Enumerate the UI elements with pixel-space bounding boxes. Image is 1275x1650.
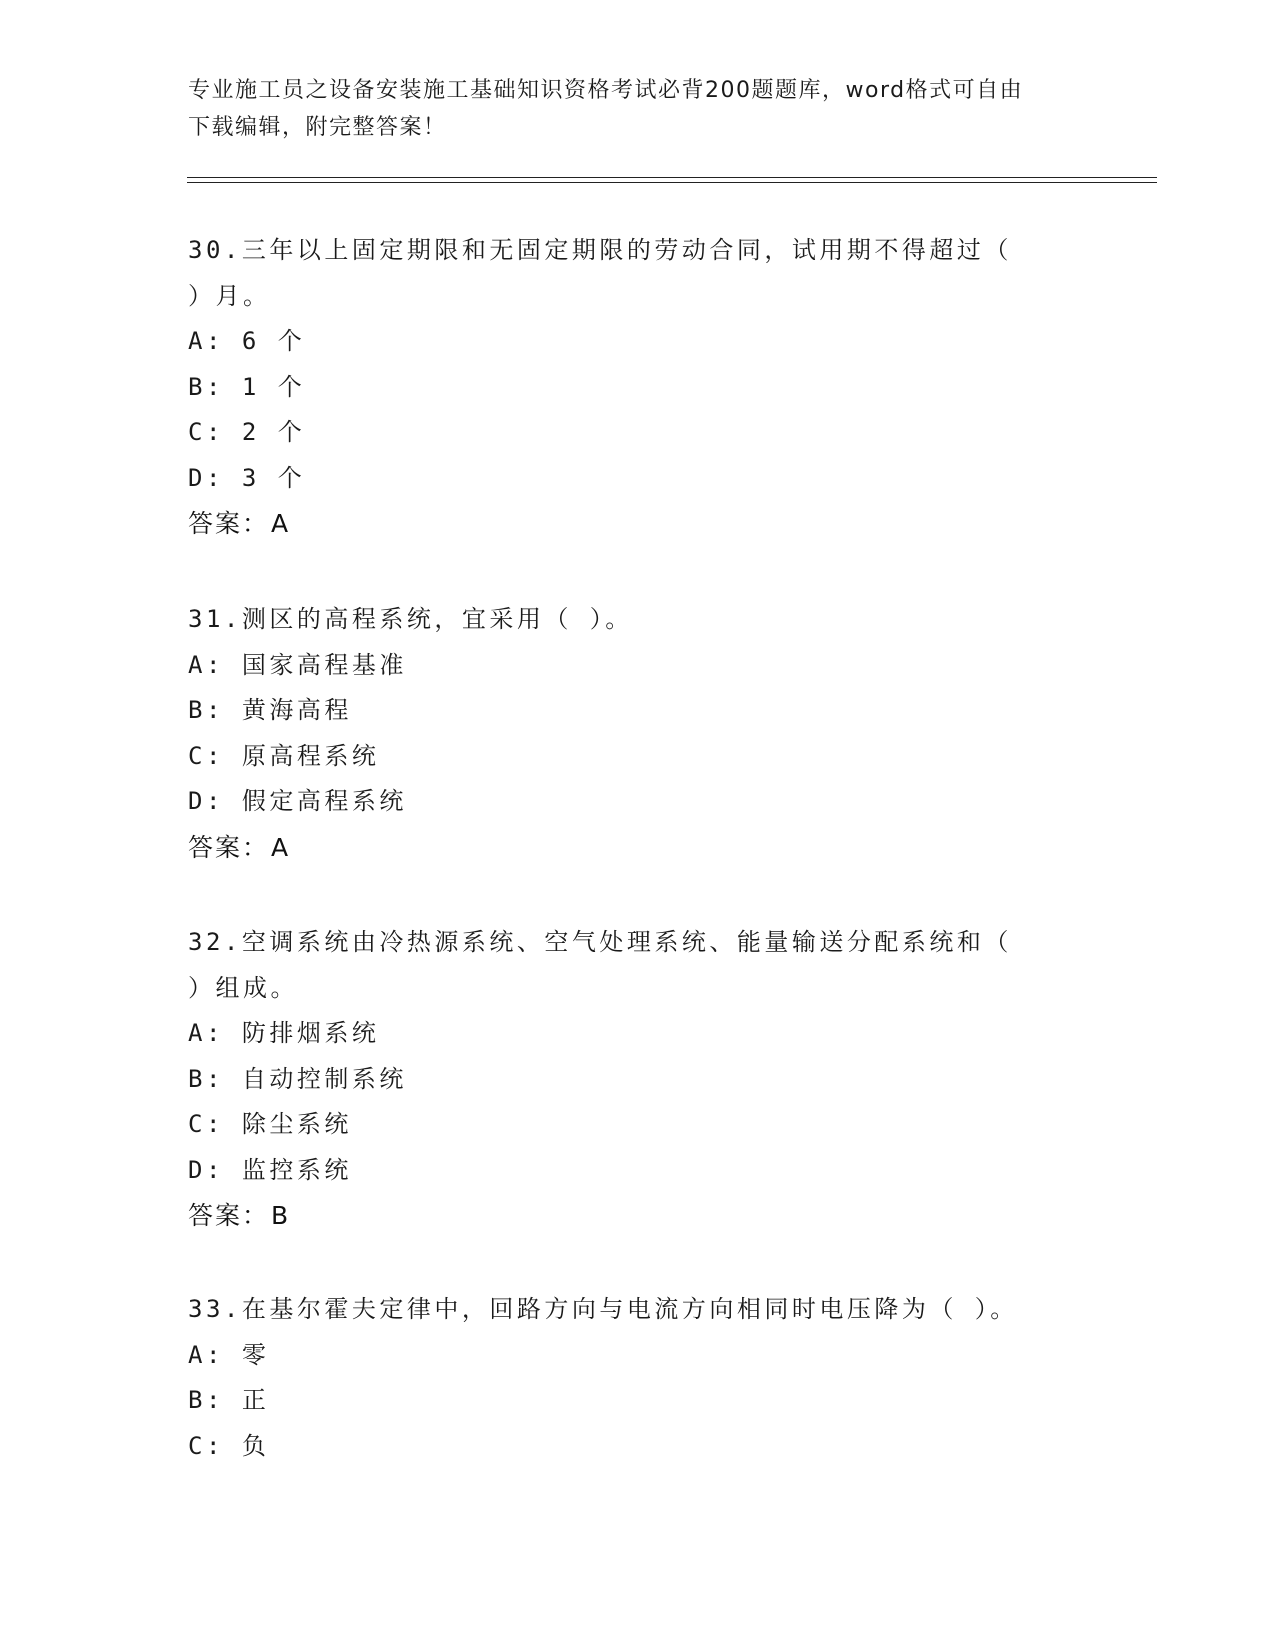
header-rule-top	[187, 177, 1157, 178]
option-a: A: 零	[188, 1340, 270, 1369]
question-text: 33.在基尔霍夫定律中，回路方向与电流方向相同时电压降为（ ）。	[188, 1295, 1018, 1323]
answer-value: A	[271, 832, 291, 862]
question-text-continued: ）组成。	[188, 973, 298, 1002]
option-d: D: 监控系统	[188, 1155, 352, 1184]
option-a: A: 防排烟系统	[188, 1019, 380, 1047]
question-text: 32.空调系统由冷热源系统、空气处理系统、能量输送分配系统和（	[188, 928, 1012, 956]
option-c: C: 负	[188, 1431, 270, 1460]
header-rule-bottom	[187, 182, 1157, 183]
question-text: 30.三年以上固定期限和无固定期限的劳动合同，试用期不得超过（	[188, 236, 1012, 264]
option-d: D: 3 个	[188, 463, 306, 492]
option-b: B: 正	[188, 1386, 270, 1414]
answer-line	[188, 825, 1088, 871]
option-c: C: 除尘系统	[188, 1110, 352, 1138]
question-33	[188, 1287, 1088, 1469]
answer-value: A	[271, 509, 291, 538]
question-32	[188, 920, 1088, 1239]
question-31	[188, 597, 1088, 870]
question-text: 31.测区的高程系统，宜采用（ ）。	[188, 605, 633, 633]
question-30	[188, 228, 1088, 547]
answer-line	[188, 1193, 1088, 1239]
option-b: B: 1 个	[188, 372, 306, 401]
option-b: B: 黄海高程	[188, 696, 352, 724]
option-c: C: 2 个	[188, 418, 306, 446]
answer-label: 答案：	[188, 1201, 270, 1230]
answer-label: 答案：	[188, 832, 270, 862]
option-a: A: 6 个	[188, 327, 306, 355]
option-c: C: 原高程系统	[188, 741, 380, 770]
answer-label: 答案：	[188, 509, 270, 538]
header-line-2: 下载编辑，附完整答案！	[188, 115, 447, 140]
question-text-continued: ）月。	[188, 281, 271, 310]
option-b: B: 自动控制系统	[188, 1064, 407, 1093]
option-a: A: 国家高程基准	[188, 650, 407, 679]
document-header	[188, 72, 1068, 146]
answer-value: B	[271, 1201, 291, 1230]
answer-line	[188, 501, 1088, 547]
header-line-1: 专业施工员之设备安装施工基础知识资格考试必背200题题库，word格式可自由	[188, 78, 1024, 103]
option-d: D: 假定高程系统	[188, 787, 407, 815]
